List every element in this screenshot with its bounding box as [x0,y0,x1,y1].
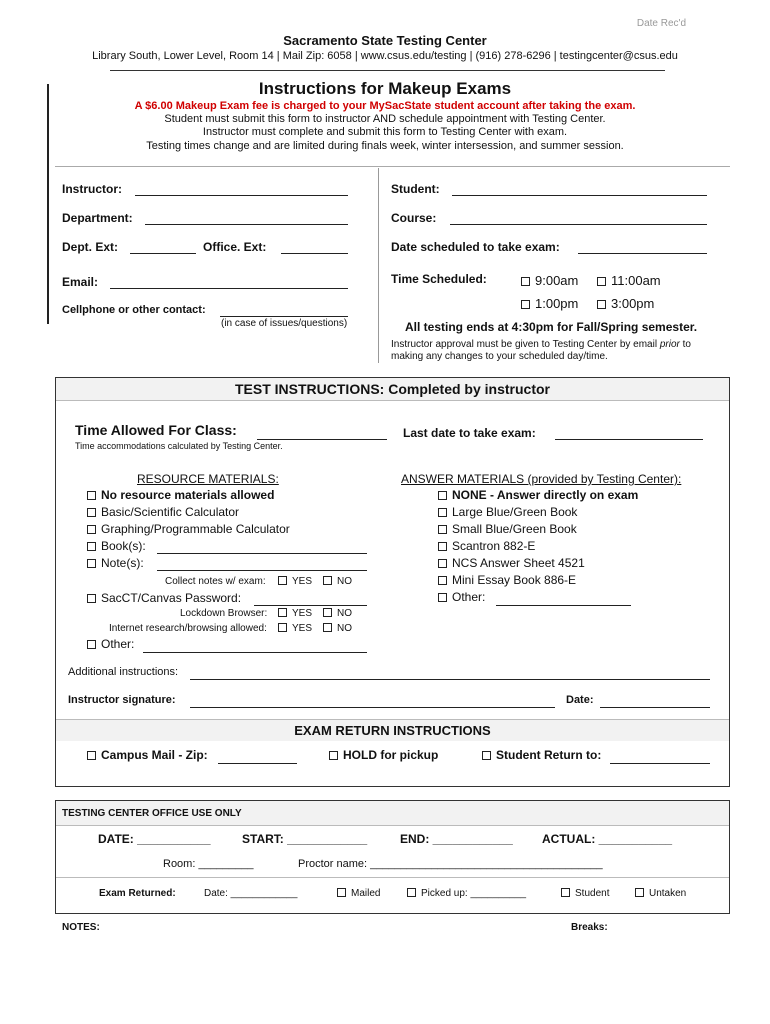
office-ext-field[interactable] [281,253,348,254]
collect-notes-yes[interactable]: YES [278,576,312,587]
instructor-field[interactable] [135,195,348,196]
header-divider [110,70,665,71]
checkbox[interactable] [407,888,416,897]
lockdown-label: Lockdown Browser: [180,608,268,619]
resource-notes-option[interactable]: Note(s): [87,556,144,570]
approval-note-2: making any changes to your scheduled day/time. [391,351,608,362]
checkbox[interactable] [482,751,491,760]
info-column-divider [378,168,379,363]
answer-none-option[interactable]: NONE - Answer directly on exam [438,488,638,502]
test-header-divider [56,400,729,401]
exam-return-heading: EXAM RETURN INSTRUCTIONS [294,723,491,738]
resource-graphing-calc-option[interactable]: Graphing/Programmable Calculator [87,522,290,536]
time-allowed-label: Time Allowed For Class: [75,422,237,438]
office-actual-field[interactable]: ACTUAL: ___________ [542,832,673,846]
campus-mail-zip-field[interactable] [218,763,297,764]
instructor-label: Instructor: [62,182,122,196]
checkbox[interactable] [278,576,287,585]
checkbox[interactable] [278,623,287,632]
checkbox[interactable] [521,300,530,309]
cellphone-label: Cellphone or other contact: [62,304,206,316]
office-notes-label: NOTES: [62,922,100,933]
dept-ext-label: Dept. Ext: [62,240,119,254]
signature-date-field[interactable] [600,707,710,708]
checkbox[interactable] [323,608,332,617]
answer-essay-book-option[interactable]: Mini Essay Book 886-E [438,573,576,587]
note-line-1: Student must submit this form to instructor AND schedule appointment with Testing Center. [164,113,606,125]
office-row-divider [56,877,729,878]
hold-for-pickup-option[interactable]: HOLD for pickup [329,748,438,762]
answer-other-option[interactable]: Other: [438,590,485,604]
checkbox[interactable] [87,508,96,517]
checkbox[interactable] [87,640,96,649]
answer-scantron-option[interactable]: Scantron 882-E [438,539,535,553]
office-end-field[interactable]: END: ____________ [400,832,513,846]
checkbox[interactable] [438,542,447,551]
office-date-field[interactable]: DATE: ___________ [98,832,211,846]
page-title: Instructions for Makeup Exams [258,79,512,98]
checkbox[interactable] [87,542,96,551]
campus-mail-option[interactable]: Campus Mail - Zip: [87,748,208,762]
dept-ext-field[interactable] [130,253,196,254]
margin-bar [47,84,49,324]
additional-instructions-field[interactable] [190,679,710,680]
email-field[interactable] [110,288,348,289]
resource-other-option[interactable]: Other: [87,637,134,651]
signature-date-label: Date: [566,694,594,706]
answer-other-field[interactable] [496,605,631,606]
password-field[interactable] [254,605,367,606]
note-line-2: Instructor must complete and submit this form to Testing Center with exam. [202,126,568,138]
department-label: Department: [62,211,133,225]
returned-student-option[interactable]: Student [561,888,609,899]
student-label: Student: [391,182,440,196]
time-scheduled-label: Time Scheduled: [391,272,487,286]
student-field[interactable] [452,195,707,196]
time-11am-option[interactable]: 11:00am [597,273,661,288]
department-field[interactable] [145,224,348,225]
checkbox[interactable] [87,491,96,500]
last-date-field[interactable] [555,439,703,440]
office-ext-label: Office. Ext: [203,240,267,254]
answer-large-book-option[interactable]: Large Blue/Green Book [438,505,577,519]
answer-small-book-option[interactable]: Small Blue/Green Book [438,522,577,536]
student-return-field[interactable] [610,763,710,764]
checkbox[interactable] [438,576,447,585]
test-instructions-heading: TEST INSTRUCTIONS: Completed by instructor [234,381,550,397]
internet-label: Internet research/browsing allowed: [109,623,267,634]
checkbox[interactable] [87,525,96,534]
lockdown-yes[interactable]: YES [278,608,312,619]
instructor-signature-field[interactable] [190,707,555,708]
checkbox[interactable] [337,888,346,897]
time-9am-option[interactable]: 9:00am [521,273,578,288]
checkbox[interactable] [87,751,96,760]
student-return-option[interactable]: Student Return to: [482,748,601,762]
accommodations-note: Time accommodations calculated by Testing Center. [75,441,283,451]
checkbox[interactable] [597,277,606,286]
course-field[interactable] [450,224,707,225]
checkbox[interactable] [438,593,447,602]
office-proctor-field[interactable]: Proctor name: ______________________________________ [298,858,603,870]
checkbox[interactable] [635,888,644,897]
returned-date-field[interactable]: Date: ____________ [204,888,298,899]
date-received-label: Date Rec'd [636,18,686,29]
resource-books-option[interactable]: Book(s): [87,539,146,553]
date-scheduled-label: Date scheduled to take exam: [391,240,560,254]
approval-note: Instructor approval must be given to Testing Center by email prior to [391,339,691,350]
time-allowed-field[interactable] [257,439,387,440]
resource-basic-calc-option[interactable]: Basic/Scientific Calculator [87,505,239,519]
last-date-label: Last date to take exam: [403,426,536,440]
internet-yes[interactable]: YES [278,623,312,634]
info-top-divider [55,166,730,167]
time-1pm-option[interactable]: 1:00pm [521,296,578,311]
resource-materials-heading: RESOURCE MATERIALS: [137,472,279,486]
date-scheduled-field[interactable] [578,253,707,254]
note-line-3: Testing times change and are limited during finals week, winter intersession, and summer session. [146,140,624,152]
lockdown-no[interactable]: NO [323,608,352,619]
resource-other-field[interactable] [143,652,367,653]
checkbox[interactable] [438,525,447,534]
checkbox[interactable] [597,300,606,309]
org-address: Library South, Lower Level, Room 14 | Mail Zip: 6058 | www.csus.edu/testing | (916) 278-6296 | testingcenter@csus.edu [92,50,678,62]
returned-mailed-option[interactable]: Mailed [337,888,380,899]
returned-picked-up-option[interactable]: Picked up: __________ [407,888,526,899]
collect-notes-no[interactable]: NO [323,576,352,587]
checkbox[interactable] [438,559,447,568]
office-breaks-label: Breaks: [571,922,608,933]
additional-instructions-label: Additional instructions: [68,666,179,678]
office-header-divider [56,825,729,826]
answer-ncs-option[interactable]: NCS Answer Sheet 4521 [438,556,585,570]
cellphone-note: (in case of issues/questions) [221,318,348,329]
email-label: Email: [62,275,99,289]
checkbox[interactable] [323,623,332,632]
office-use-heading: TESTING CENTER OFFICE USE ONLY [62,808,242,819]
exam-returned-label: Exam Returned: [99,888,176,899]
office-start-field[interactable]: START: ____________ [242,832,368,846]
notes-field[interactable] [157,570,367,571]
cellphone-field[interactable] [220,316,348,317]
checkbox[interactable] [438,508,447,517]
office-room-field[interactable]: Room: _________ [163,858,254,870]
resource-password-option[interactable]: SacCT/Canvas Password: [87,591,241,605]
checkbox[interactable] [438,491,447,500]
time-3pm-option[interactable]: 3:00pm [597,296,654,311]
checkbox[interactable] [521,277,530,286]
checkbox[interactable] [87,559,96,568]
answer-materials-heading: ANSWER MATERIALS (provided by Testing Center): [401,472,682,486]
checkbox[interactable] [87,594,96,603]
resource-none-option[interactable]: No resource materials allowed [87,488,274,502]
returned-untaken-option[interactable]: Untaken [635,888,686,899]
checkbox[interactable] [561,888,570,897]
org-name: Sacramento State Testing Center [283,33,487,48]
checkbox[interactable] [278,608,287,617]
instructor-signature-label: Instructor signature: [68,694,176,706]
checkbox[interactable] [323,576,332,585]
internet-no[interactable]: NO [323,623,352,634]
collect-notes-label: Collect notes w/ exam: [165,576,266,587]
testing-ends-note: All testing ends at 4:30pm for Fall/Spring semester. [405,320,698,334]
checkbox[interactable] [329,751,338,760]
books-field[interactable] [157,553,367,554]
course-label: Course: [391,211,437,225]
fee-notice: A $6.00 Makeup Exam fee is charged to your MySacState student account after taking the exam. [134,100,636,112]
